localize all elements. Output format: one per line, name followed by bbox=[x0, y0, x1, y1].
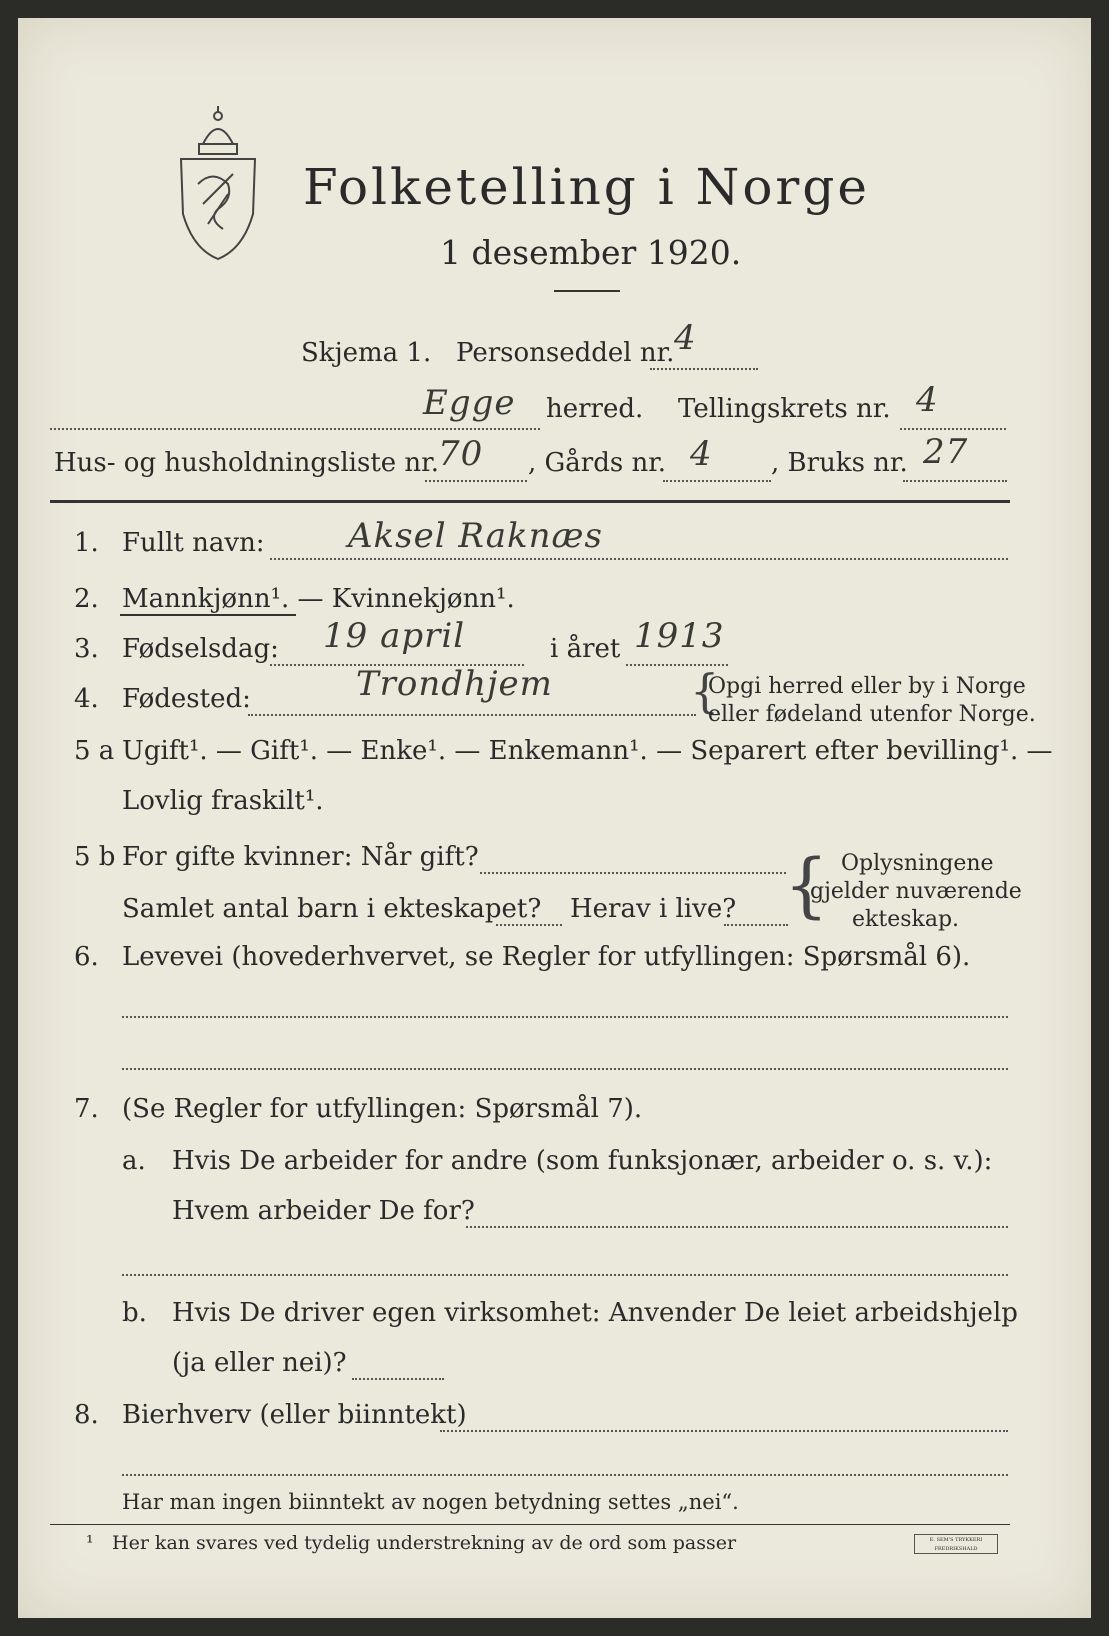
footnote-text: Her kan svares ved tydelig understrekning av de ord som passer bbox=[112, 1532, 737, 1554]
q1-full-name-value[interactable]: Aksel Raknæs bbox=[348, 516, 603, 556]
q5b-number: 5 b bbox=[74, 842, 116, 872]
q8-number: 8. bbox=[74, 1400, 99, 1430]
q7b-letter: b. bbox=[122, 1298, 147, 1328]
coat-of-arms-icon bbox=[173, 104, 263, 264]
q4-note-line1: Opgi herred eller by i Norge bbox=[708, 674, 1026, 699]
q4-birthplace-value[interactable]: Trondhjem bbox=[356, 664, 553, 704]
q5a-number: 5 a bbox=[74, 736, 115, 766]
q7a-line2: Hvem arbeider De for? bbox=[172, 1196, 475, 1226]
bruks-value[interactable]: 27 bbox=[923, 432, 969, 472]
q5b-note1: Oplysningene bbox=[841, 851, 994, 876]
q1-label: Fullt navn: bbox=[122, 528, 265, 558]
q7a-answer-line2[interactable] bbox=[122, 1274, 1008, 1276]
q2-mannkjonn-underline bbox=[120, 614, 296, 616]
tellingskrets-label: Tellingskrets nr. bbox=[678, 394, 891, 424]
q3-year-label: i året bbox=[550, 634, 621, 664]
q5b-children-alive: Herav i live? bbox=[570, 894, 737, 924]
husliste-label: Hus- og husholdningsliste nr. bbox=[54, 448, 440, 478]
q5a-marital-options: Ugift¹. — Gift¹. — Enke¹. — Enkemann¹. — Separert efter bevilling¹. — bbox=[122, 736, 1053, 766]
q5b-note2: gjelder nuværende bbox=[810, 879, 1022, 904]
q6-answer-line1[interactable] bbox=[122, 1016, 1008, 1018]
form-title: Folketelling i Norge bbox=[303, 158, 870, 216]
q6-number: 6. bbox=[74, 942, 99, 972]
printer-stamp: E. SEM'S TRYKKERI FREDRIKSHALD bbox=[914, 1534, 998, 1554]
q7b-line1: Hvis De driver egen virksomhet: Anvender De leiet arbeidshjelp bbox=[172, 1298, 1018, 1328]
q3-birthday-value[interactable]: 19 april bbox=[323, 616, 466, 656]
footer-rule bbox=[50, 1524, 1010, 1525]
q8-answer-line[interactable] bbox=[440, 1430, 1008, 1432]
q6-answer-line2[interactable] bbox=[122, 1068, 1008, 1070]
title-divider bbox=[554, 290, 620, 292]
q7a-answer-line[interactable] bbox=[466, 1226, 1008, 1228]
q3-number: 3. bbox=[74, 634, 99, 664]
q8-label: Bierhverv (eller biinntekt) bbox=[122, 1400, 467, 1430]
q7-label: (Se Regler for utfyllingen: Spørsmål 7). bbox=[122, 1094, 643, 1124]
herred-label: herred. bbox=[546, 394, 644, 424]
personseddel-label: Personseddel nr. bbox=[456, 338, 675, 368]
q1-number: 1. bbox=[74, 528, 99, 558]
q4-brace: { bbox=[690, 664, 720, 718]
q5b-brace: { bbox=[784, 844, 829, 926]
gards-value[interactable]: 4 bbox=[690, 434, 713, 474]
census-form bbox=[18, 18, 1091, 1618]
personseddel-value[interactable]: 4 bbox=[674, 318, 697, 358]
q5b-children-total: Samlet antal barn i ekteskapet? bbox=[122, 894, 542, 924]
q6-label: Levevei (hovederhvervet, se Regler for utfyllingen: Spørsmål 6). bbox=[122, 942, 971, 972]
q5a-marital-options-cont: Lovlig fraskilt¹. bbox=[122, 786, 324, 816]
husliste-value[interactable]: 70 bbox=[438, 434, 484, 474]
q3-label: Fødselsdag: bbox=[122, 634, 279, 664]
gards-label: , Gårds nr. bbox=[528, 448, 667, 478]
q8-answer-line2[interactable] bbox=[122, 1474, 1008, 1476]
footnote-mark: ¹ bbox=[86, 1532, 94, 1554]
herred-value[interactable]: Egge bbox=[423, 383, 516, 423]
q5b-note3: ekteskap. bbox=[852, 907, 960, 932]
bruks-label: , Bruks nr. bbox=[771, 448, 908, 478]
q4-note-line2: eller fødeland utenfor Norge. bbox=[708, 702, 1036, 727]
q7b-line2: (ja eller nei)? bbox=[172, 1348, 347, 1378]
q4-label: Fødested: bbox=[122, 684, 251, 714]
q2-number: 2. bbox=[74, 584, 99, 614]
q5b-married-when: For gifte kvinner: Når gift? bbox=[122, 842, 479, 872]
q7-number: 7. bbox=[74, 1094, 99, 1124]
tellingskrets-value[interactable]: 4 bbox=[916, 380, 939, 420]
q2-gender-options: Mannkjønn¹. — Kvinnekjønn¹. bbox=[122, 584, 515, 614]
q7b-answer-line[interactable] bbox=[352, 1378, 444, 1380]
q7a-line1: Hvis De arbeider for andre (som funksjonær, arbeider o. s. v.): bbox=[172, 1146, 993, 1176]
census-date: 1 desember 1920. bbox=[440, 233, 742, 272]
skjema-label: Skjema 1. bbox=[301, 338, 432, 368]
q4-number: 4. bbox=[74, 684, 99, 714]
q3-year-value[interactable]: 1913 bbox=[634, 616, 725, 656]
footer-note: Har man ingen biinntekt av nogen betydning settes „nei“. bbox=[122, 1490, 739, 1514]
header-rule bbox=[50, 500, 1010, 503]
q7a-letter: a. bbox=[122, 1146, 146, 1176]
